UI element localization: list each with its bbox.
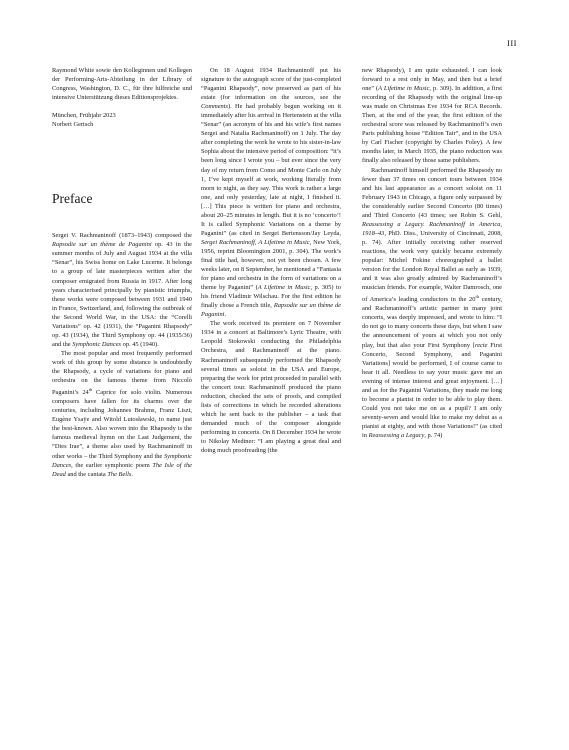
column-3 bbox=[362, 66, 502, 440]
section-heading: Preface bbox=[52, 191, 93, 207]
paragraph: new Rhapsody), I am quite exhausted. I can look forward to a rest only in May, and then but a brief one” (A Lifetime in Music, p. 309). In addition, a first recording of the Rhapsody with the original line-up was made on Christmas Eve 1934 for RCA Records. Then, at the end of the year, the first edition of the orchestral score was released by Rachmaninoff’s own Paris publishing house “Edition Tair”, and in the USA by Carl Fischer (copyright by Charles Foley). A few months later, in March 1935, the piano reduction was finally also released by those same publishers. bbox=[362, 67, 502, 165]
paragraph: The most popular and most frequently performed work of this group by some distance is undoubtedly the Rhapsody, a cycle of variations for piano and orchestra on the famous theme from Niccolò Paganini’s 24th Caprice for solo violin. Numerous composers have fallen for its charms over the centuries, including Johannes Brahms, Franz Liszt, Eugène Ysaÿe and Witold Lutosławski, to name just the best-known. Also woven into the Rhapsody is the famous medieval hymn on the Last Judgement, the “Dies Irae”, a theme also used by Rachmaninoff in other works – the Third Symphony and the Symphonic Dances, the earlier symphonic poem The Isle of the Dead and the cantata The Bells. bbox=[52, 349, 192, 478]
column-2 bbox=[201, 66, 341, 455]
paragraph: Sergei V. Rachmaninoff (1873–1943) composed the Rapsodie sur un thème de Paganini op. 43 in the summer months of July and August 1934 at the villa “Senar”, his Swiss home on Lake Lucerne. It belongs to a group of late masterpieces written after the composer emigrated from Russia in 1917. After long years characterised principally by pianistic triumphs, these works were composed between 1931 and 1940 in France, Switzerland, and, following the outbreak of the Second World War, in the USA: the “Corelli Variations” op. 42 (1931), the “Paganini Rhapsody” op. 43 (1934), the Third Symphony op. 44 (1935/36) and the Symphonic Dances op. 45 (1940). bbox=[52, 232, 192, 348]
column-1 bbox=[52, 66, 192, 479]
signature: Norbert Gertsch bbox=[52, 121, 94, 129]
acknowledgement-paragraph: Raymond White sowie den Kolleginnen und Kollegen der Performing-Arts-Abteilung in der Library of Congress, Washington, D. C., für ihre hilfreiche und intensive Unterstützung dieses Editionsprojektes. bbox=[52, 67, 192, 102]
page-number: III bbox=[507, 38, 517, 48]
paragraph: On 18 August 1934 Rachmaninoff put his signature to the autograph score of the just-completed “Paganini Rhapsody”, now preserved as part of his estate (for information on the sources, see the Comments). He had probably begun working on it immediately after his arrival in Hertenstein at the villa “Senar” (an acronym of his and his wife’s first names Sergei and Natalia Rachmaninoff) on 1 July. The day after completing the work he wrote to his sister-in-law Sophia about the intensive period of composition: “it’s been long since I wrote you – but ever since the very day of my return from Como and Monte Carlo on July 1, I’ve kept myself at work, working literally from morn to night, as they say. This work is rather a large one, and only yesterday, late at night, I finished it. […] This piece is written for piano and orchestra, about 20–25 minutes in length. But it is no ‘concerto’! It is called Symphonic Variations on a theme by Paganini” (as cited in Sergei Bertensson/Jay Leyda, Sergei Rachmaninoff, A Lifetime in Music, New York, 1956, reprint Bloomington 2001, p. 304). The work’s final title had, however, not yet been chosen. A few weeks later, on 8 September, he mentioned a “Fantasia for piano and orchestra in the form of variations on a theme by Paganini” (A Lifetime in Music, p. 305) to his friend Vladimir Wilschau. For the first edition he finally chose a French title, Rapsodie sur un thème de Paganini. bbox=[201, 67, 342, 319]
place-date: München, Frühjahr 2023 bbox=[52, 112, 116, 120]
paragraph: Rachmaninoff himself performed the Rhapsody no fewer than 37 times on concert tours between 1934 and his last appearance as a concert soloist on 11 February 1943 in Chicago, a figure only surpassed by the considerably earlier Second Concerto (80 times) and Third Concerto (43 times; see Robin S. Gehl, Reassessing a Legacy. Rachmaninoff in America, 1918–43, PhD. Diss., University of Cincinnati, 2008, p. 74). After initially receiving rather reserved reactions, the work very quickly became extremely popular: Michel Fokine choreographed a ballet version for the London Royal Ballet as early as 1939, and it was also greatly admired by Rachmaninoff’s musician friends. For example, Walter Damrosch, one of America’s leading conductors in the 20th century, and Rachmaninoff’s artistic partner in many joint concerts, was deeply impressed, and wrote to him: “I do not go to many concerts these days, but when I saw the announcement of yours at which you not only play, but that also your First Symphony [recte First Concerto, Second Symphony, and Paganini Variations] would be performed, I of course came to hear it all. Needless to say your music gave me an evening of intense interest and great enjoyment. […] and as for the Paganini Variations, they made me long to become a pianist in order to be able to play them. Could you not take me on as a pupil? I am only seventy-seven and would like to make my debut as a pianist at eighty, and with those Variations!” (as cited in Reassessing a Legacy, p. 74) bbox=[362, 166, 502, 439]
paragraph: The work received its premiere on 7 November 1934 in a concert at Baltimore’s Lyric Theatre, with Leopold Stokowski conducting the Philadelphia Orchestra, and Rachmaninoff at the piano. Rachmaninoff subsequently performed the Rhapsody several times as soloist in the USA and Europe, preparing the work for print proceeded in parallel with the concert tour. Rachmaninoff produced the piano reduction, checked the sets of proofs, and compiled lists of corrections in which he recorded alterations which he sent back to the publisher – a task that demanded much of the composer alongside performing in concerts. On 8 December 1934 he wrote to Nikolay Medtner: “I am playing a great deal and doing much proofreading (the bbox=[201, 320, 342, 454]
